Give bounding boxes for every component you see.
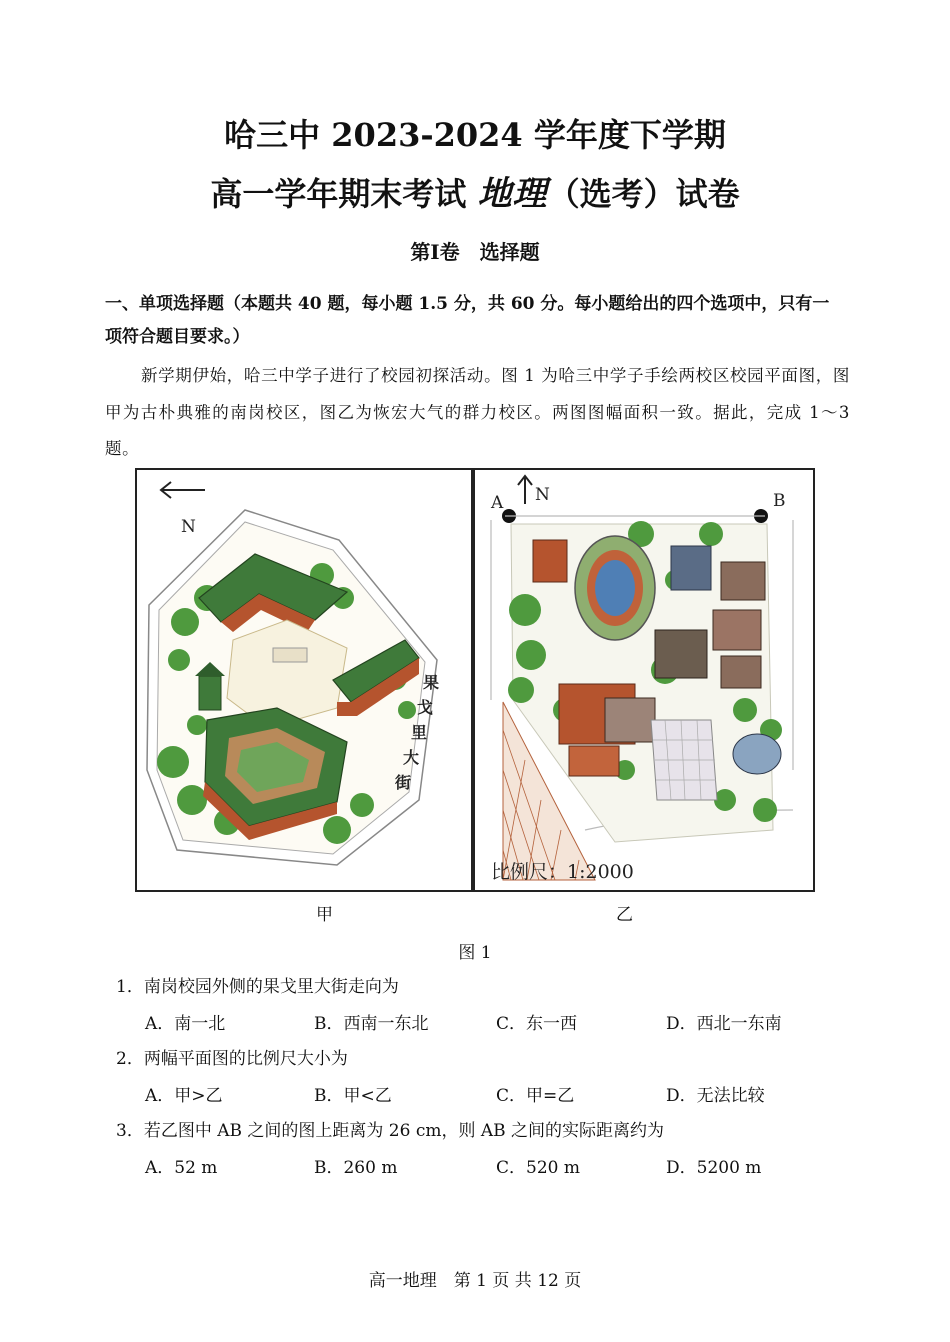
title-subject: 地理	[477, 174, 548, 214]
question-1-number: 1．	[116, 977, 144, 997]
street-char-2: 戈	[417, 698, 434, 717]
figure-1	[135, 468, 815, 890]
figure-title: 图 1	[458, 943, 492, 963]
street-char-5: 街	[395, 773, 412, 792]
question-3-number: 3．	[116, 1121, 144, 1141]
question-1	[116, 972, 399, 997]
title-line-1: 哈三中 2023-2024 学年度下学期	[224, 116, 726, 154]
map-nangang	[135, 468, 473, 892]
dome-building	[733, 734, 781, 774]
building-ne-1	[721, 562, 765, 600]
building-ne-3	[721, 656, 761, 688]
building-s-2	[569, 746, 619, 776]
title-line-2-part-c: （选考）试卷	[547, 175, 740, 213]
building-n-1	[671, 546, 711, 590]
q1-option-a: A．南一北	[145, 1014, 226, 1034]
q2-option-a: A．甲>乙	[145, 1086, 223, 1106]
title-line-2-part-a: 高一学年期末考试	[210, 175, 478, 213]
caption-right: 乙	[616, 905, 633, 925]
stadium-field	[595, 560, 635, 616]
point-b-label: B	[773, 491, 786, 511]
q3-option-c: C．520 m	[496, 1158, 580, 1178]
sign-board	[273, 648, 307, 662]
map-nangang-drawing	[137, 470, 471, 890]
q1-option-d: D．西北一东南	[666, 1014, 782, 1034]
intro-paragraph: 新学期伊始，哈三中学子进行了校园初探活动。图 1 为哈三中学子手绘两校区校园平面图，图甲为古朴典雅的南岗校区，图乙为恢宏大气的群力校区。两图图幅面积一致。据此，完成 1～3 题。	[105, 366, 850, 458]
building-center	[655, 630, 707, 678]
question-1-stem: 南岗校园外侧的果戈里大街走向为	[143, 977, 399, 997]
point-a-label: A	[491, 493, 504, 513]
street-char-1: 果	[423, 673, 440, 692]
tower	[199, 676, 221, 710]
street-char-4: 大	[403, 748, 420, 767]
q2-option-b: B．甲<乙	[314, 1086, 392, 1106]
caption-left: 甲	[316, 905, 333, 925]
building-s	[605, 698, 655, 742]
q2-option-c: C．甲=乙	[496, 1086, 575, 1106]
north-arrow-up-icon	[518, 476, 532, 504]
map-qunli	[473, 468, 815, 892]
north-label-right: N	[535, 485, 550, 505]
q3-option-b: B．260 m	[314, 1158, 398, 1178]
question-2	[116, 1044, 348, 1069]
q1-option-b: B．西南一东北	[314, 1014, 429, 1034]
section-title: 第Ⅰ卷 选择题	[410, 240, 540, 264]
north-label: N	[181, 517, 196, 537]
instruction: 一、单项选择题（本题共 40 题，每小题 1.5 分，共 60 分。每小题给出的四个选项中，只有一项符合题目要求。）	[105, 294, 830, 347]
question-2-stem: 两幅平面图的比例尺大小为	[143, 1049, 348, 1069]
question-3	[116, 1116, 664, 1141]
scale-label: 比例尺：1:2000	[491, 861, 634, 883]
question-2-number: 2．	[116, 1049, 144, 1069]
q3-option-d: D．5200 m	[666, 1158, 762, 1178]
building-ne-2	[713, 610, 761, 650]
q3-option-a: A．52 m	[145, 1158, 218, 1178]
title-line-2	[0, 166, 950, 215]
street-char-3: 里	[411, 723, 428, 742]
q2-option-d: D．无法比较	[666, 1086, 765, 1106]
page-footer: 高一地理 第 1 页 共 12 页	[368, 1271, 582, 1291]
north-arrow-icon	[161, 482, 205, 498]
q1-option-c: C．东一西	[496, 1014, 578, 1034]
building-nw	[533, 540, 567, 582]
map-qunli-drawing	[475, 470, 813, 890]
question-3-stem: 若乙图中 AB 之间的图上距离为 26 cm，则 AB 之间的实际距离约为	[143, 1121, 665, 1141]
